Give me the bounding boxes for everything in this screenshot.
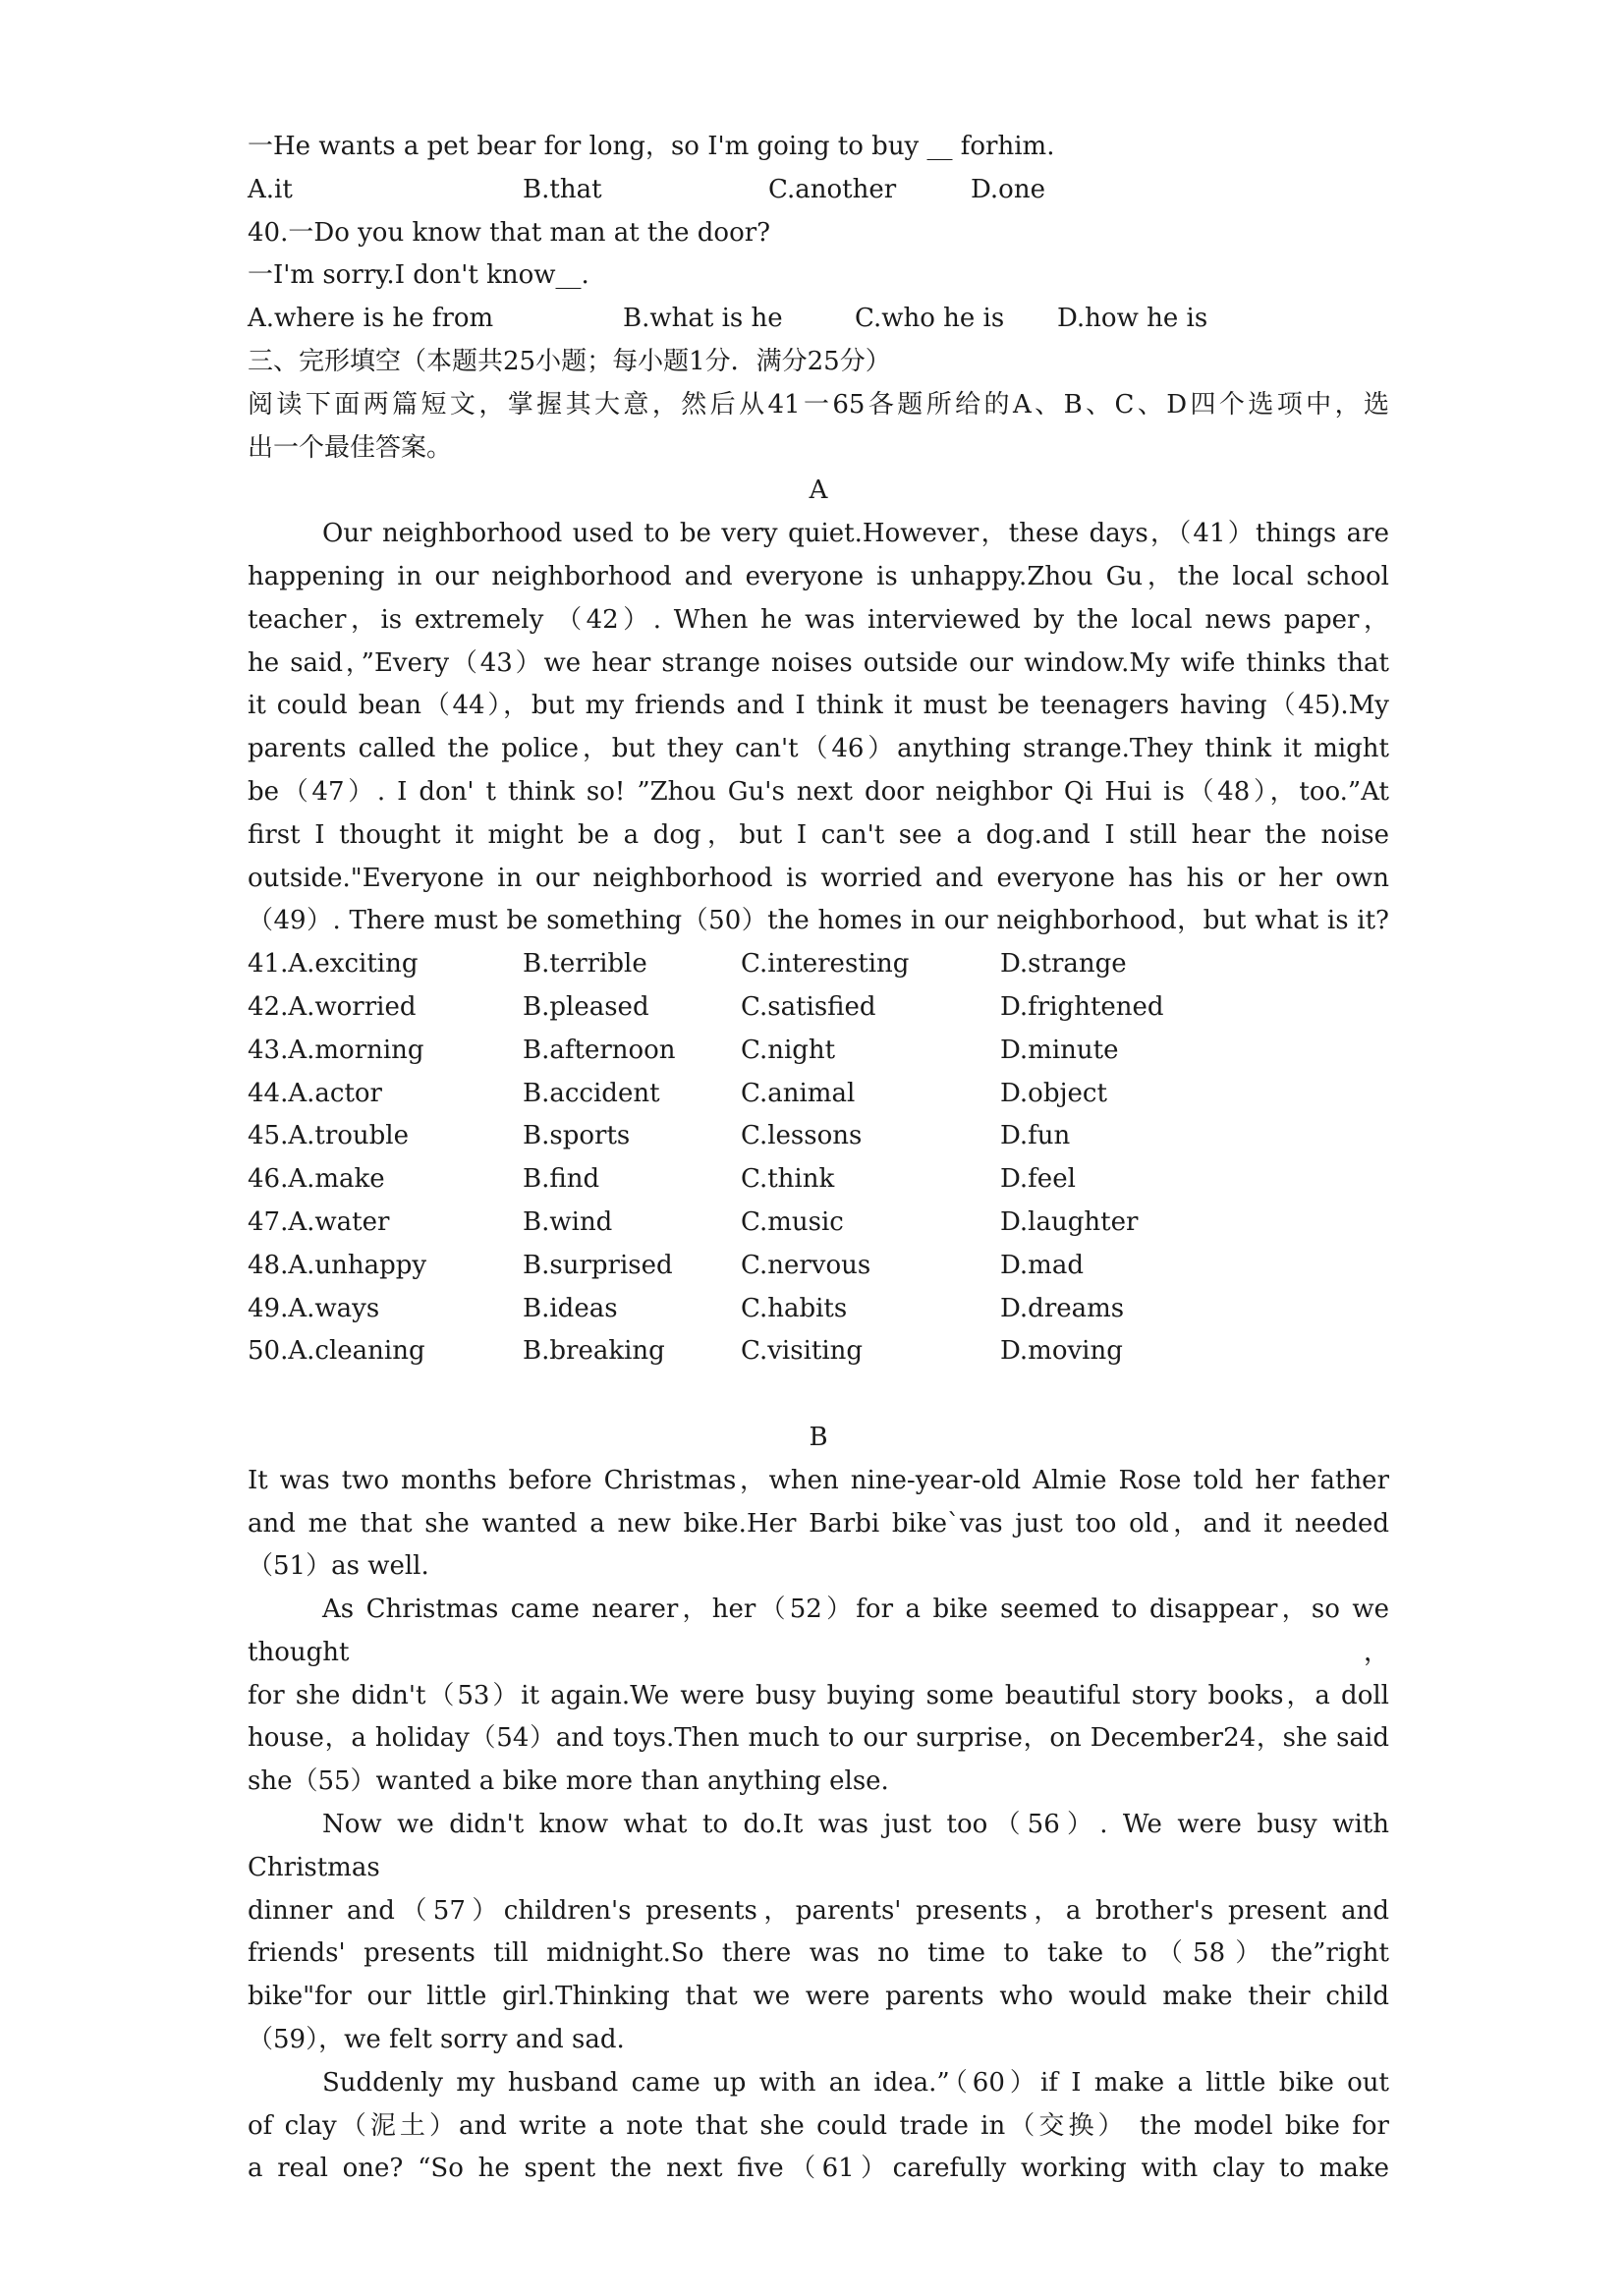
question-row xyxy=(248,986,1389,1030)
passage-line: Now we didn't know what to do.It was just too（56）. We were busy with Christmas xyxy=(248,1810,1389,1882)
option-b: B.what is he xyxy=(623,304,783,334)
option-b: B.pleased xyxy=(523,991,649,1022)
passage-line: It was two months before Christmas，when nine-year-old Almie Rose told her father xyxy=(248,1465,1389,1495)
passage-line: friends' presents till midnight.So there was no time to take to（58）the”right xyxy=(248,1938,1389,1969)
option-b: B.accident xyxy=(523,1078,660,1108)
passage-b-paragraph-2 xyxy=(248,1589,1389,1804)
option-a: A.it xyxy=(248,174,293,204)
option-d: D.how he is xyxy=(1057,304,1208,334)
option-c: C.night xyxy=(741,1035,836,1065)
question-row xyxy=(248,1330,1389,1373)
option-b: B.sports xyxy=(523,1121,631,1151)
passage-line: it could bean（44），but my friends and I think it must be teenagers having（45).My xyxy=(248,691,1389,721)
option-b: B.terrible xyxy=(523,949,647,980)
option-d: D.frightened xyxy=(1000,991,1164,1022)
option-a: 49.A.ways xyxy=(248,1293,380,1323)
passage-b-paragraph-3 xyxy=(248,1804,1389,2062)
option-c: C.lessons xyxy=(741,1121,863,1151)
document-page xyxy=(248,126,1389,2191)
passage-line: （49）. There must be something（50）the homes in our neighborhood，but what is it? xyxy=(248,906,1389,936)
option-a: 41.A.exciting xyxy=(248,949,419,980)
passage-line: teacher，is extremely （42）. When he was interviewed by the local news paper， xyxy=(248,604,1389,635)
passage-b-label: B xyxy=(809,1422,828,1452)
option-c: C.habits xyxy=(741,1293,848,1323)
q40-options xyxy=(248,298,1389,341)
option-c: C.interesting xyxy=(741,949,910,980)
passage-b-paragraph-4 xyxy=(248,2062,1389,2191)
passage-line: house，a holiday（54）and toys.Then much to our surprise，on December24，she said xyxy=(248,1723,1389,1754)
passage-line: a real one? “So he spent the next five（61）carefully working with clay to make xyxy=(248,2154,1389,2184)
option-a: 44.A.actor xyxy=(248,1078,382,1108)
option-a: 45.A.trouble xyxy=(248,1121,410,1151)
question-row xyxy=(248,1030,1389,1073)
passage-line: be（47）. I don' t think so! ”Zhou Gu's next door neighbor Qi Hui is（48），too.”At xyxy=(248,776,1389,807)
option-b: B.surprised xyxy=(523,1250,673,1280)
option-c: C.think xyxy=(741,1164,835,1195)
option-a: 46.A.make xyxy=(248,1164,385,1195)
option-d: D.dreams xyxy=(1000,1293,1125,1323)
option-b: B.find xyxy=(523,1164,600,1195)
section-instruction: 阅读下面两篇短文，掌握其大意，然后从41一65各题所给的A、B、C、D四个选项中，选 xyxy=(248,389,1389,420)
passage-line: he said，”Every（43）we hear strange noises outside our window.My wife thinks that xyxy=(248,647,1389,678)
option-d: D.laughter xyxy=(1000,1206,1139,1237)
question-row xyxy=(248,1073,1389,1116)
q40-stem: 40.一Do you know that man at the door? xyxy=(248,217,771,248)
passage-b-paragraph-1 xyxy=(248,1460,1389,1589)
passage-line: she（55）wanted a bike more than anything else. xyxy=(248,1766,889,1797)
passage-line: and me that she wanted a new bike.Her Barbi bike`vas just too old，and it needed xyxy=(248,1508,1389,1539)
option-a: 48.A.unhappy xyxy=(248,1250,427,1280)
option-d: D.strange xyxy=(1000,949,1127,980)
question-row xyxy=(248,1245,1389,1288)
passage-line: happening in our neighborhood and everyone is unhappy.Zhou Gu，the local school xyxy=(248,561,1389,591)
question-row xyxy=(248,1288,1389,1331)
passage-line: parents called the police，but they can't（46）anything strange.They think it might xyxy=(248,734,1389,764)
option-d: D.object xyxy=(1000,1078,1107,1108)
passage-a-text xyxy=(248,513,1389,943)
passage-line: outside."Everyone in our neighborhood is worried and everyone has his or her own xyxy=(248,863,1389,893)
option-c: C.music xyxy=(741,1206,844,1237)
option-d: D.mad xyxy=(1000,1250,1084,1280)
passage-line: Our neighborhood used to be very quiet.However，these days，（41）things are xyxy=(322,519,1389,549)
passage-line: Suddenly my husband came up with an idea.”（60）if I make a little bike out xyxy=(322,2067,1389,2098)
passage-a-questions xyxy=(248,943,1389,1373)
option-a: A.where is he from xyxy=(248,304,494,334)
passage-line: of clay（泥土）and write a note that she could trade in（交换） the model bike for xyxy=(248,2110,1389,2141)
option-b: B.breaking xyxy=(523,1336,665,1367)
option-a: 42.A.worried xyxy=(248,991,417,1022)
option-c: C.who he is xyxy=(855,304,1005,334)
option-d: D.moving xyxy=(1000,1336,1123,1367)
passage-line: （51）as well. xyxy=(248,1551,429,1582)
option-b: B.afternoon xyxy=(523,1035,676,1065)
option-d: D.feel xyxy=(1000,1164,1076,1195)
option-c: C.visiting xyxy=(741,1336,864,1367)
section-instruction-end: 出一个最佳答案。 xyxy=(248,432,453,463)
q39-line: 一He wants a pet bear for long，so I'm going to buy __ forhim. xyxy=(248,132,1055,161)
option-d: D.one xyxy=(971,174,1045,204)
passage-line: bike"for our little girl.Thinking that we were parents who would make their child xyxy=(248,1982,1389,2012)
option-a: 47.A.water xyxy=(248,1206,390,1237)
option-c: C.another xyxy=(768,174,897,204)
option-d: D.fun xyxy=(1000,1121,1071,1151)
passage-line: As Christmas came nearer，her（52）for a bike seemed to disappear，so we thought， xyxy=(248,1595,1389,1667)
option-a: 43.A.morning xyxy=(248,1035,424,1065)
option-c: C.animal xyxy=(741,1078,856,1108)
option-b: B.that xyxy=(523,174,602,204)
option-c: C.satisfied xyxy=(741,991,876,1022)
passage-line: （59），we felt sorry and sad. xyxy=(248,2025,625,2055)
passage-line: first I thought it might be a dog，but I can't see a dog.and I still hear the noise xyxy=(248,819,1389,850)
option-c: C.nervous xyxy=(741,1250,871,1280)
option-b: B.wind xyxy=(523,1206,613,1237)
option-a: 50.A.cleaning xyxy=(248,1336,425,1367)
passage-line: for she didn't（53）it again.We were busy buying some beautiful story books，a doll xyxy=(248,1680,1389,1710)
question-row xyxy=(248,1115,1389,1158)
section-heading: 三、完形填空（本题共25小题；每小题1分．满分25分） xyxy=(248,346,891,376)
q40-reply: 一I'm sorry.I don't know__. xyxy=(248,260,589,291)
spacer xyxy=(248,1373,1389,1417)
question-row xyxy=(248,1158,1389,1202)
question-row xyxy=(248,1202,1389,1245)
option-d: D.minute xyxy=(1000,1035,1119,1065)
passage-a-label: A xyxy=(809,476,828,506)
question-row xyxy=(248,943,1389,986)
passage-line: dinner and（57）children's presents，parents' presents，a brother's present and xyxy=(248,1895,1389,1926)
q39-options xyxy=(248,169,1389,212)
option-b: B.ideas xyxy=(523,1293,618,1323)
